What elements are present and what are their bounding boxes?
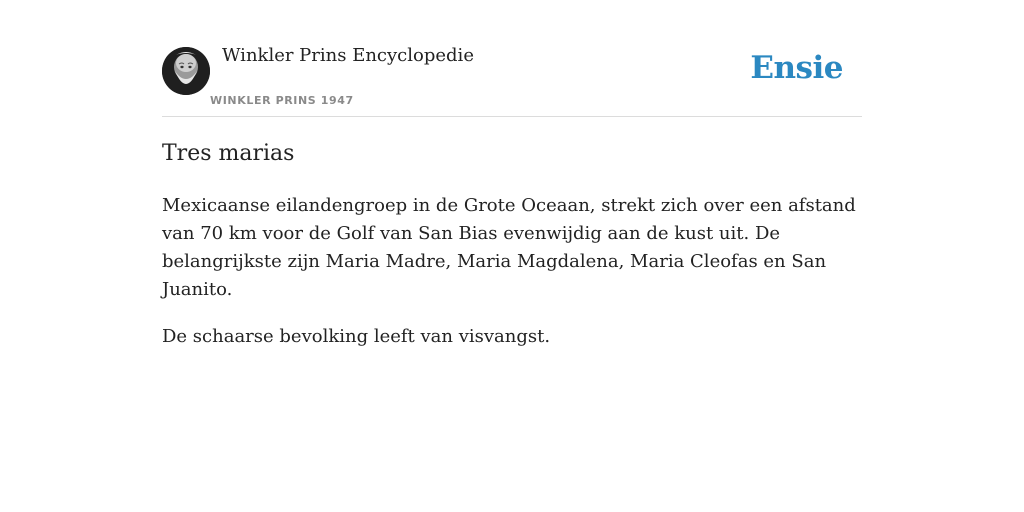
source-header: [162, 0, 862, 117]
author-portrait-icon[interactable]: [162, 47, 210, 95]
article-body: [162, 138, 862, 351]
article-paragraph: Mexicaanse eilandengroep in de Grote Oceaan, strekt zich over een afstand van 70 km voor de Golf van San Bias evenwijdig aan de kust uit. De belangrijkste zijn Maria Madre, Maria Magdalena, Maria Cleofas en San Juanito.: [162, 195, 856, 300]
article-paragraph: De schaarse bevolking leeft van visvangst.: [162, 326, 551, 347]
article-title: Tres marias: [162, 141, 295, 166]
ensie-logo-link[interactable]: Ensie: [750, 50, 843, 86]
source-subtitle: WINKLER PRINS 1947: [210, 94, 354, 107]
source-title-link[interactable]: Winkler Prins Encyclopedie: [222, 45, 474, 66]
